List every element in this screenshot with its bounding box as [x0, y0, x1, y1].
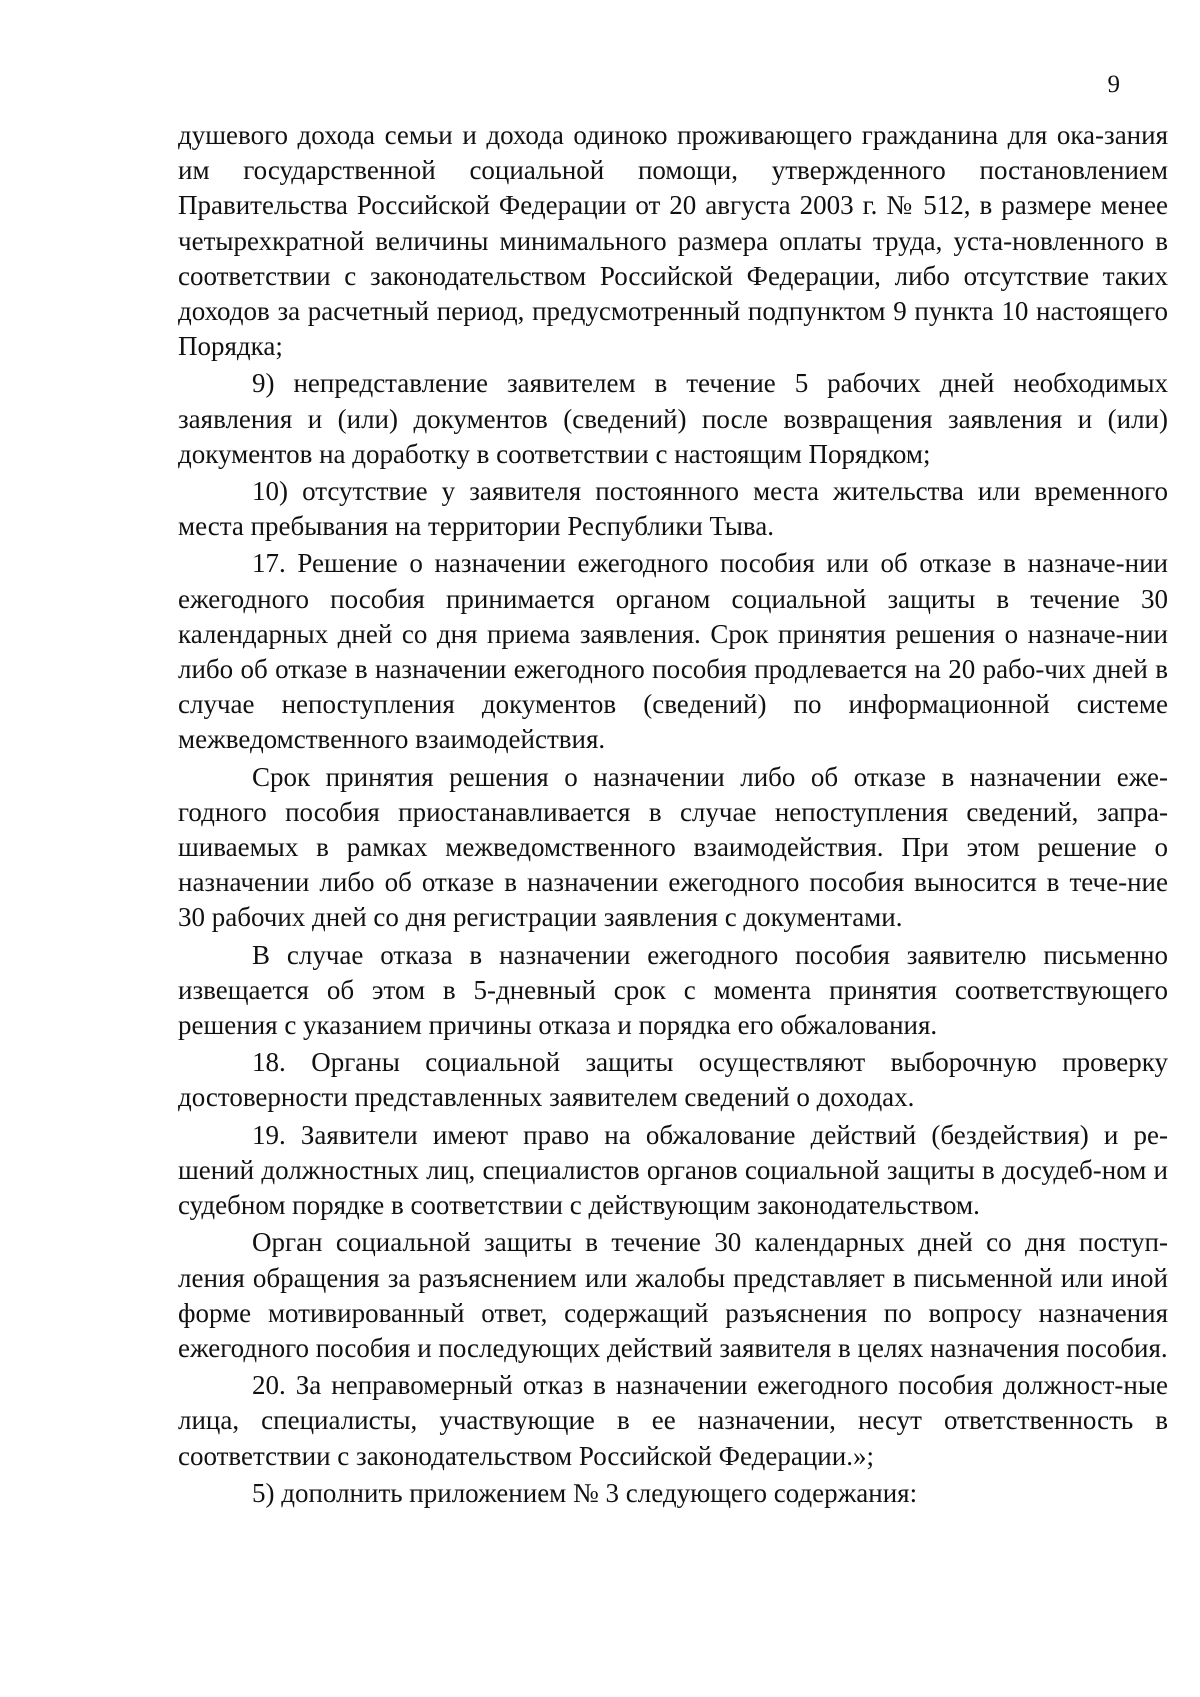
paragraph-item-9: 9) непредставление заявителем в течение 5 рабочих дней необходимых заявления и (или) документов (сведений) после возвращения заявления и (или) документов на доработку в соответствии с настоящим Порядком; [178, 368, 1168, 469]
paragraph-clause-19: 19. Заявители имеют право на обжалование действий (бездействия) и ре-шений должностных лиц, специалистов органов социальной защиты в досудеб-ном и судебном порядке в соответствии с действующим законодательством. [178, 1119, 1168, 1221]
paragraph-item-10: 10) отсутствие у заявителя постоянного места жительства или временного места пребывания на территории Республики Тыва. [178, 476, 1168, 542]
paragraph-item-5-appendix: 5) дополнить приложением № 3 следующего содержания: [252, 1477, 918, 1508]
page-number: 9 [1107, 71, 1120, 98]
paragraph-clause-18: 18. Органы социальной защиты осуществляют выборочную проверку достоверности представленных заявителем сведений о доходах. [178, 1047, 1168, 1113]
paragraph-decision-term: Срок принятия решения о назначении либо об отказе в назначении еже-годного пособия приостанавливается в случае непоступления сведений, запра-шиваемых в рамках межведомственного взаимодействия. При этом решение о назначении либо об отказе в назначении ежегодного пособия выносится в тече-ние 30 рабочих дней со дня регистрации заявления с документами. [178, 761, 1168, 933]
paragraph-clause-17: 17. Решение о назначении ежегодного пособия или об отказе в назначе-нии ежегодного пособия принимается органом социальной защиты в течение 30 календарных дней со дня приема заявления. Срок принятия решения о назначе-нии либо об отказе в назначении ежегодного пособия продлевается на 20 рабо-чих дней в случае непоступления документов (сведений) по информационной системе межведомственного взаимодействия. [178, 548, 1168, 755]
paragraph-clause-20: 20. За неправомерный отказ в назначении ежегодного пособия должност-ные лица, специалисты, участвующие в ее назначении, несут ответственность в соответствии с законодательством Российской Федерации.»; [178, 1370, 1168, 1471]
document-body [178, 118, 1168, 1513]
paragraph-appeal-response: Орган социальной защиты в течение 30 календарных дней со дня поступ-ления обращения за разъяснением или жалобы представляет в письменной или иной форме мотивированный ответ, содержащий разъяснения по вопросу назначения ежегодного пособия и последующих действий заявителя в целях назначения пособия. [178, 1227, 1168, 1363]
paragraph-continuation: душевого дохода семьи и дохода одиноко проживающего гражданина для ока-зания им государственной социальной помощи, утвержденного постановлением Правительства Российской Федерации от 20 августа 2003 г. № 512, в размере менее четырехкратной величины минимального размера оплаты труда, уста-новленного в соответствии с законодательством Российской Федерации, либо отсутствие таких доходов за расчетный период, предусмотренный подпунктом 9 пункта 10 настоящего Порядка; [178, 120, 1168, 362]
paragraph-refusal-notice: В случае отказа в назначении ежегодного пособия заявителю письменно извещается об этом в 5-дневный срок с момента принятия соответствующего решения с указанием причины отказа и порядка его обжалования. [178, 939, 1168, 1041]
